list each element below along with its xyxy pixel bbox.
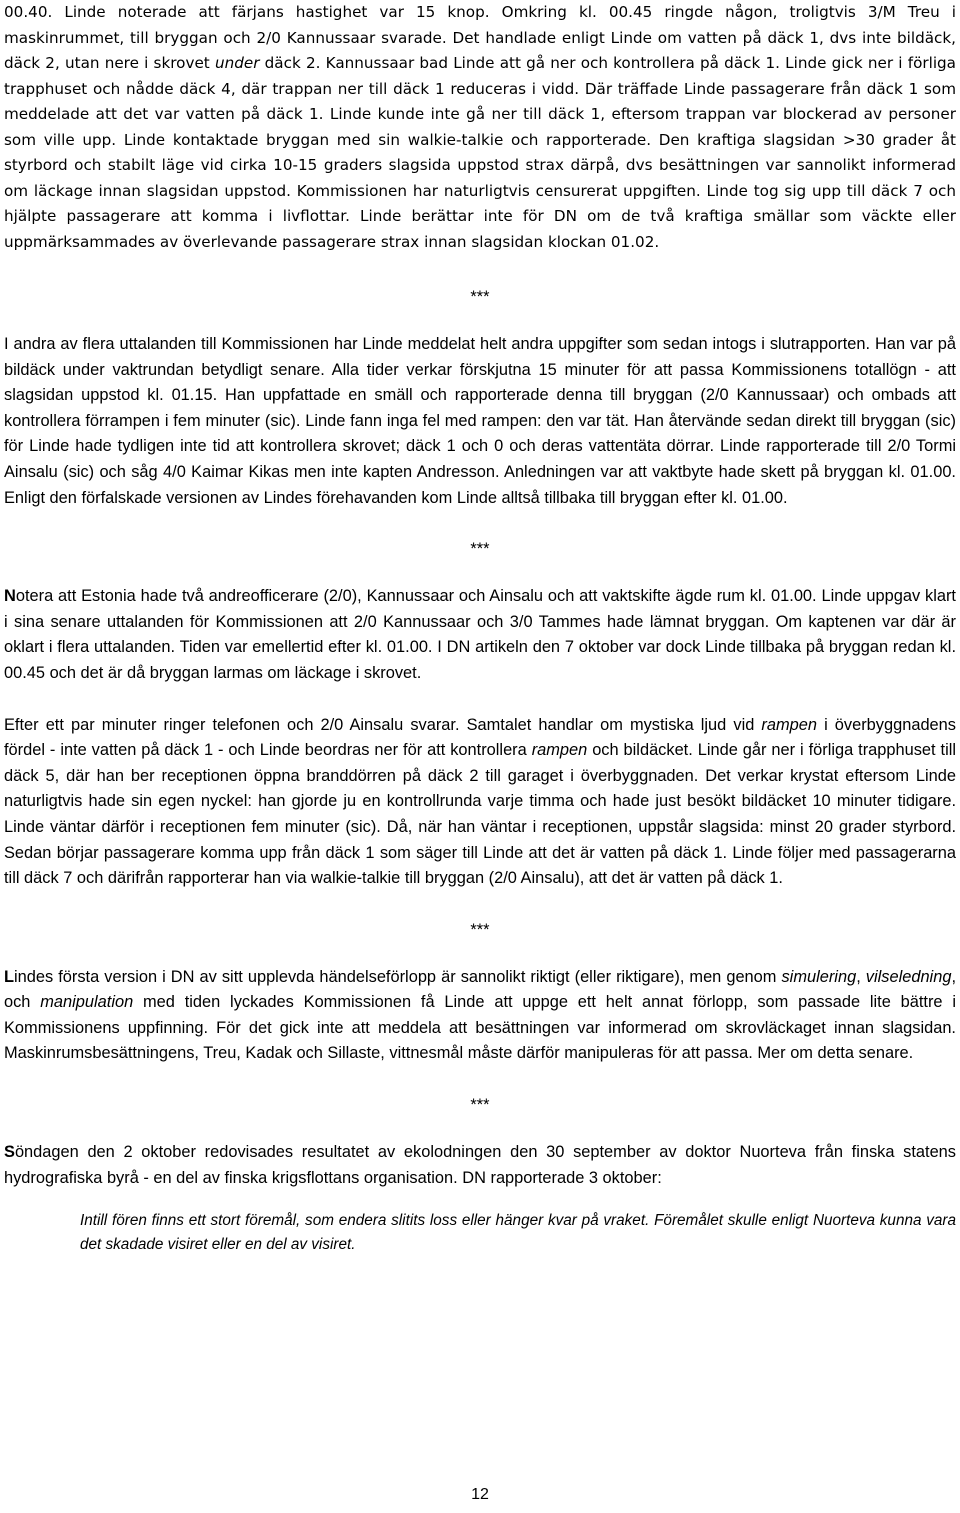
paragraph-phone-call: Efter ett par minuter ringer telefonen och 2/0 Ainsalu svarar. Samtalet handlar om mystiska ljud vid rampen i överbyggnadens fördel - inte vatten på däck 1 - och Linde beordras ner för att kontrollera rampen och bildäcket. Linde går ner i förliga trapphuset till däck 5, där han ber receptionen öppna branddörren på däck 2 till garaget i överbyggnaden. Det verkar krystat eftersom Linde naturligtvis hade sin egen nyckel: han gjorde ju en kontrollrunda varje timma och hade just besökt bildäcket 10 minuter tidigare. Linde väntar därför i receptionen fem minuter (sic). Då, när han väntar i receptionen, uppstår slagsida: minst 20 grader styrbord. Sedan börjar passagerare komma upp från däck 1 som säger till Linde att det är vatten på däck 1. Linde följer med passagerarna till däck 7 och därifrån rapporterar han via walkie-talkie till bryggan (2/0 Ainsalu), att det är vatten på däck 1. bbox=[4, 715, 956, 888]
drop-letter: S bbox=[4, 1143, 15, 1162]
drop-letter: N bbox=[4, 587, 16, 606]
drop-letter: L bbox=[4, 967, 15, 986]
document-page bbox=[4, 0, 956, 1257]
paragraph-lindes-first-version: Lindes första version i DN av sitt upplevda händelseförlopp är sannolikt riktigt (eller riktigare), men genom simulering, vilseledning, och manipulation med tiden lyckades Kommissionen få Linde att uppge ett helt annat förlopp, som passade lite bättre i Kommissionens uppfinning. För det gick inte att meddela att besättningen var informerad om skrovläckaget innan slagsidan. Maskinrumsbesättningens, Treu, Kadak och Sillaste, vittnesmål måste därför manipuleras för att passa. Mer om detta senare. bbox=[4, 967, 956, 1063]
paragraph-echo-sounding: Söndagen den 2 oktober redovisades resultatet av ekolodningen den 30 september av doktor Nuorteva från finska statens hydrografiska byrå - en del av finska krigsflottans organisation. DN rapporterade 3 oktober: bbox=[4, 1143, 956, 1187]
page-number: 12 bbox=[471, 1486, 489, 1503]
paragraph-second-officers: Notera att Estonia hade två andreofficerare (2/0), Kannussaar och Ainsalu och att vaktskifte ägde rum kl. 01.00. Linde uppgav klart i sina senare uttalanden för Kommissionen att 2/0 Kannussaar och 3/0 Tammes hade lämnat bryggan. Om kaptenen var där är oklart i flera uttalanden. Tiden var emellertid efter kl. 01.00. I DN artikeln den 7 oktober var dock Linde tillbaka på bryggan redan kl. 00.45 och det är då bryggan larmas om läckage i skrovet. bbox=[4, 587, 956, 682]
paragraph-commission-statements: I andra av flera uttalanden till Kommissionen har Linde meddelat helt andra uppgifter som sedan intogs i slutrapporten. Han var på bildäck under vaktrundan betydligt senare. Alla tider verkar förskjutna 15 minuter för att passa Kommissionens totallögn - att slagsidan uppstod kl. 01.15. Han uppfattade en smäll och rapporterade denna till bryggan (2/0 Kannussaar) och ombads att kontrollera förrampen i fem minuter (sic). Linde fann inga fel med rampen: den var tät. Han återvände sedan direkt till bryggan (sic) för Linde hade tydligen inte tid att kontrollera skrovet; däck 1 och 0 och deras vattentäta dörrar. Linde rapporterade till 2/0 Tormi Ainsalu (sic) och såg 4/0 Kaimar Kikas men inte kapten Andresson. Anledningen var att vaktbyte hade skett på bryggan kl. 01.00. Enligt den förfalskade versionen av Lindes förehavanden kom Linde alltså tillbaka till bryggan efter kl. 01.00. bbox=[4, 335, 956, 507]
section-separator: *** bbox=[470, 920, 490, 939]
section-separator: *** bbox=[470, 1096, 490, 1115]
section-separator: *** bbox=[470, 288, 490, 306]
paragraph-linde-first-account: 00.40. Linde noterade att färjans hastighet var 15 knop. Omkring kl. 00.45 ringde någon, troligtvis 3/M Treu i maskinrummet, till bryggan och 2/0 Kannussaar svarade. Det handlade enligt Linde om vatten på däck 1, dvs inte bildäck, däck 2, utan nere i skrovet under däck 2. Kannussaar bad Linde att gå ner och kontrollera på däck 1. Linde gick ner i förliga trapphuset och nådde däck 4, där trappan ner till däck 1 reduceras i vidd. Där träffade Linde passagerare från däck 1 som meddelade att det var vatten på däck 1. Linde kunde inte gå ner till däck 1, eftersom trappan var blockerad av personer som ville upp. Linde kontaktade bryggan med sin walkie-talkie och rapporterade. Den kraftiga slagsidan >30 grader åt styrbord och stabilt läge vid cirka 10-15 graders slagsida uppstod strax därpå, dvs besättningen var sannolikt informerad om läckage innan slagsidan uppstod. Kommissionen har naturligtvis censurerat uppgiften. Linde tog sig upp till däck 7 och hjälpte passagerare att komma i livflottar. Linde berättar inte för DN om de två kraftiga smällar som väckte eller uppmärksammades av överlevande passagerare strax innan slagsidan klockan 01.02. bbox=[4, 3, 956, 251]
section-separator: *** bbox=[470, 540, 490, 559]
dn-quote: Intill fören finns ett stort föremål, som endera slitits loss eller hänger kvar på vraket. Föremålet skulle enligt Nuorteva kunna vara det skadade visiret eller en del av visiret. bbox=[80, 1212, 956, 1254]
